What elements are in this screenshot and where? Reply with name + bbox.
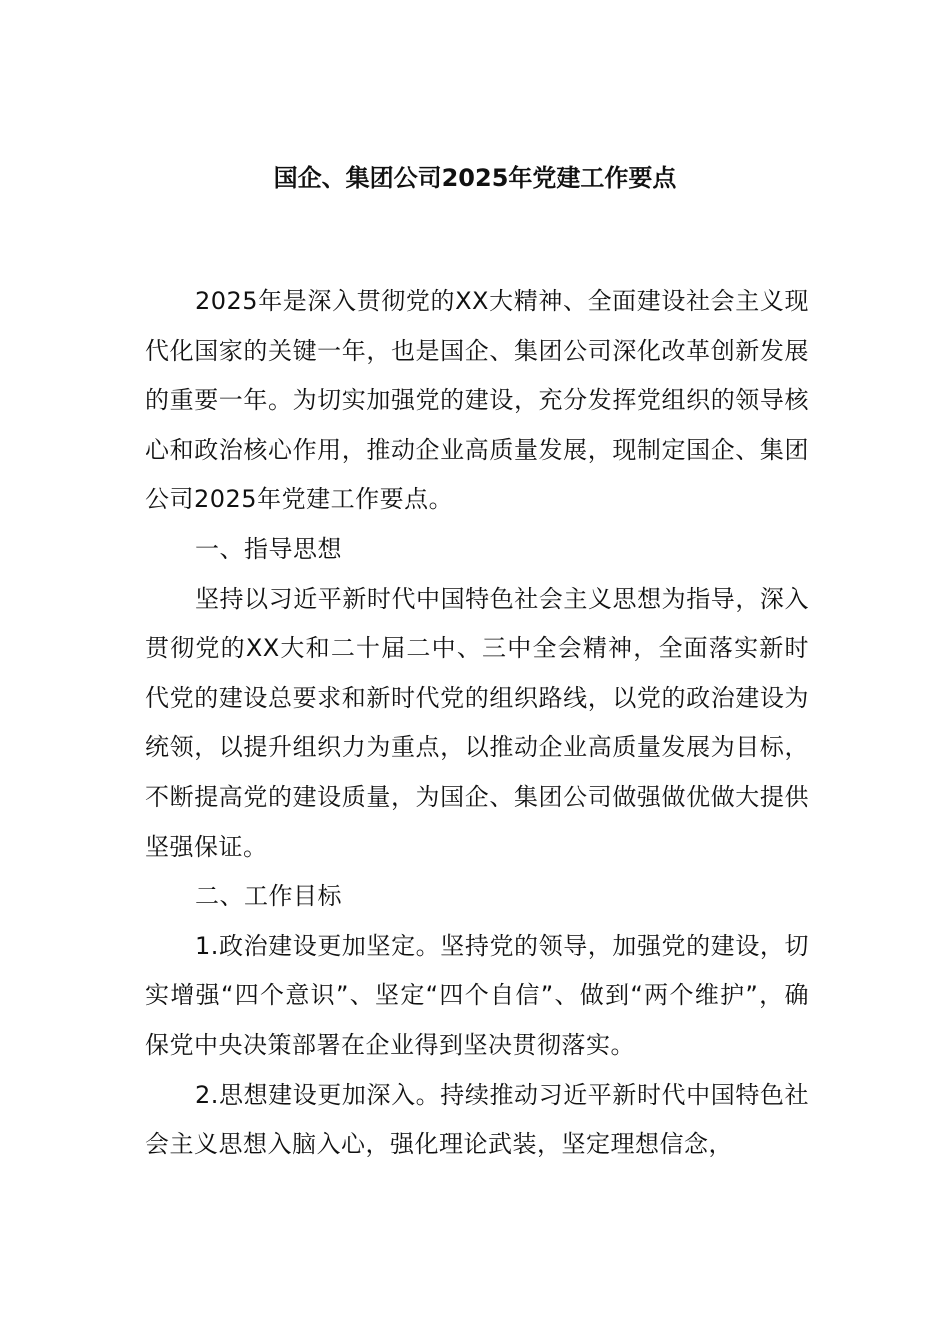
- heading-guiding-thought: 一、指导思想: [195, 534, 342, 563]
- paragraph-goal-2: 2.思想建设更加深入。持续推动习近平新时代中国特色社会主义思想入脑入心，强化理论武装，坚定理想信念，: [145, 1080, 809, 1159]
- document-body: [145, 277, 809, 1170]
- document-title: 国企、集团公司2025年党建工作要点: [273, 164, 677, 192]
- paragraph-guiding-thought: 坚持以习近平新时代中国特色社会主义思想为指导，深入贯彻党的XX大和二十届二中、三中全会精神，全面落实新时代党的建设总要求和新时代党的组织路线，以党的政治建设为统领，以提升组织力为重点，以推动企业高质量发展为目标，不断提高党的建设质量，为国企、集团公司做强做优做大提供坚强保证。: [145, 584, 809, 861]
- paragraph-goal-1: 1.政治建设更加坚定。坚持党的领导，加强党的建设，切实增强“四个意识”、坚定“四个自信”、做到“两个维护”，确保党中央决策部署在企业得到坚决贯彻落实。: [145, 931, 809, 1059]
- heading-work-goals: 二、工作目标: [195, 882, 342, 911]
- paragraph-intro: 2025年是深入贯彻党的XX大精神、全面建设社会主义现代化国家的关键一年，也是国企、集团公司深化改革创新发展的重要一年。为切实加强党的建设，充分发挥党组织的领导核心和政治核心作用，推动企业高质量发展，现制定国企、集团公司2025年党建工作要点。: [145, 287, 809, 514]
